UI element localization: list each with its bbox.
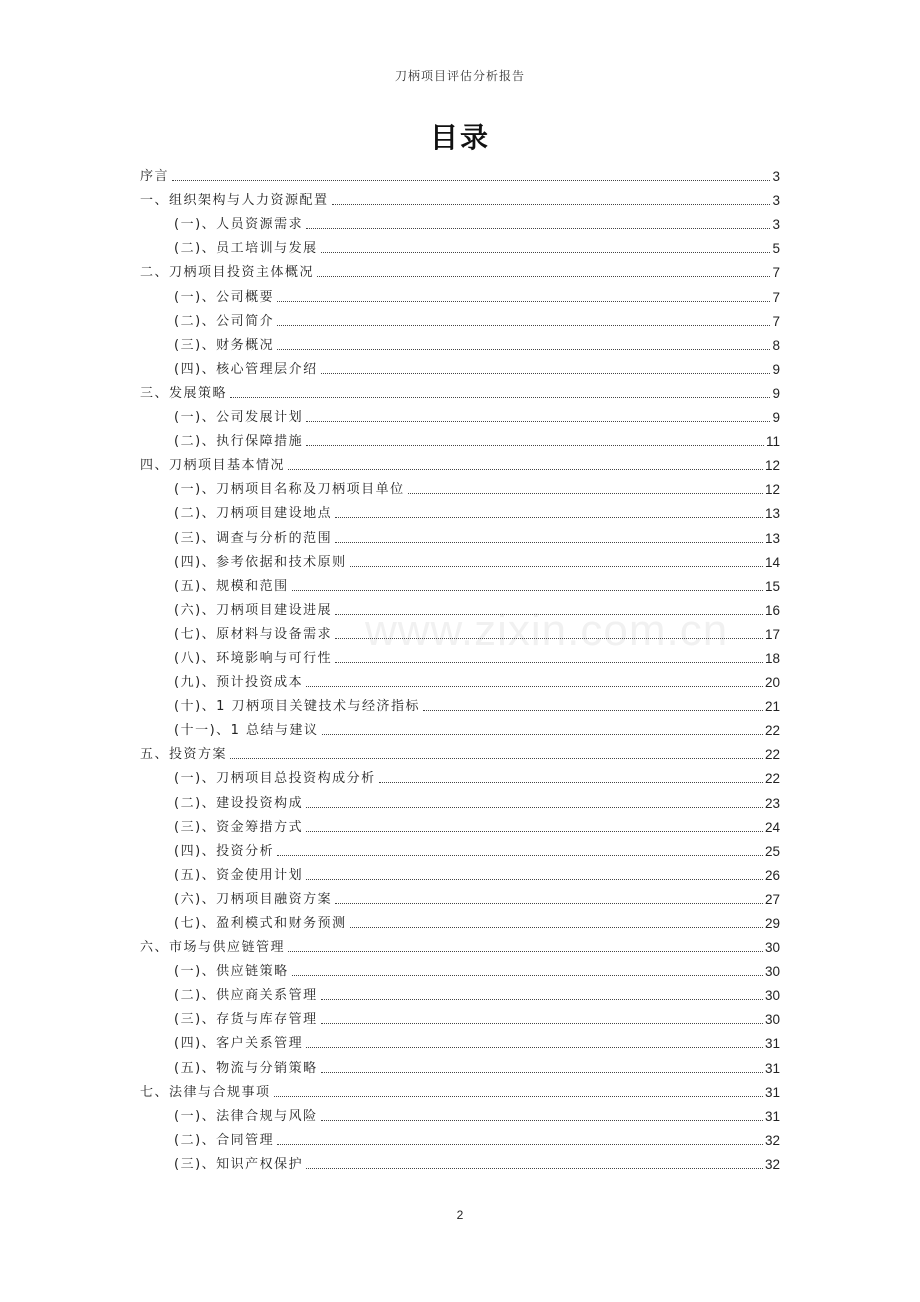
toc-entry[interactable] [140,763,780,787]
toc-entry-title: (七)、盈利模式和财务预测 [174,916,347,931]
dot-leader [306,831,763,832]
toc-entry-title: (一)、公司发展计划 [174,410,304,426]
toc-entry[interactable] [140,330,780,354]
toc-entry-title: (七)、原材料与设备需求 [174,626,333,642]
toc-entry[interactable] [140,450,780,474]
dot-leader [292,975,763,976]
toc-entry-title: (一)、刀柄项目名称及刀柄项目单位 [174,482,405,498]
toc-entry[interactable] [140,884,780,908]
toc-entry-title: (四)、参考依据和技术原则 [174,554,347,570]
toc-entry[interactable] [140,739,780,763]
toc-entry[interactable] [140,571,780,595]
toc-entry-title: (二)、供应商关系管理 [174,988,318,1004]
toc-entry-page: 13 [764,530,780,546]
toc-title: 目录 [429,121,490,154]
dot-leader [292,590,763,591]
toc-entry[interactable] [140,715,780,739]
toc-entry[interactable] [140,1004,780,1028]
page-number: 2 [456,1208,464,1222]
dot-leader [230,758,763,759]
toc-entry-page: 30 [764,964,780,980]
toc-entry[interactable] [140,306,780,330]
toc-entry[interactable] [140,161,780,185]
toc-entry-title: 六、市场与供应链管理 [140,940,286,956]
toc-entry-page: 13 [764,506,780,522]
dot-leader [408,493,763,494]
toc-entry-title: (十一)、1 总结与建议 [174,723,319,739]
toc-entry[interactable] [140,1077,780,1101]
toc-entry-page: 9 [772,361,780,377]
dot-leader [321,252,771,253]
toc-entry-page: 30 [764,940,780,956]
toc-entry-page: 30 [764,988,780,1004]
toc-entry-title: (九)、预计投资成本 [174,675,304,691]
toc-entry-title: (一)、公司概要 [174,289,275,305]
toc-entry-page: 23 [764,795,780,811]
toc-entry-page: 22 [764,771,780,787]
toc-entry[interactable] [140,1028,780,1052]
toc-entry-title: (五)、规模和范围 [174,578,289,594]
toc-entry-page: 25 [764,843,780,859]
toc-entry-page: 14 [764,554,780,570]
toc-entry-page: 30 [764,1012,780,1028]
dot-leader [172,180,770,181]
toc-entry-title: (六)、刀柄项目建设进展 [174,602,333,618]
dot-leader [230,397,770,398]
dot-leader [321,1120,763,1121]
toc-entry-title: (八)、环境影响与可行性 [174,650,333,666]
dot-leader [306,807,763,808]
toc-entry-page: 16 [764,602,780,618]
table-of-contents [140,161,780,1173]
dot-leader [335,542,763,543]
toc-entry-page: 32 [764,1132,780,1148]
toc-entry-page: 12 [764,458,780,474]
toc-entry-page: 31 [764,1108,780,1124]
dot-leader [335,638,763,639]
toc-entry-page: 7 [772,265,780,281]
dot-leader [306,421,770,422]
toc-entry-title: (二)、合同管理 [174,1132,275,1148]
dot-leader [306,445,764,446]
toc-entry-title: 二、刀柄项目投资主体概况 [140,265,315,281]
dot-leader [306,879,763,880]
toc-entry-title: (二)、员工培训与发展 [174,241,318,257]
toc-entry-page: 31 [764,1060,780,1076]
toc-entry-page: 27 [764,891,780,907]
toc-entry[interactable] [140,667,780,691]
toc-entry[interactable] [140,185,780,209]
toc-entry-title: (五)、资金使用计划 [174,867,304,883]
toc-entry-page: 11 [765,434,780,450]
watermark: www.zixin.com.cn [365,606,729,655]
toc-entry-title: (四)、核心管理层介绍 [174,361,318,377]
toc-entry[interactable] [140,233,780,257]
toc-entry[interactable] [140,595,780,619]
toc-entry-page: 29 [764,916,780,931]
toc-entry[interactable] [140,257,780,281]
toc-entry-title: 五、投资方案 [140,747,228,763]
toc-entry-title: (四)、投资分析 [174,843,275,859]
dot-leader [277,855,763,856]
toc-entry-page: 22 [764,747,780,763]
dot-leader [335,662,763,663]
dot-leader [277,1144,763,1145]
toc-entry[interactable] [140,1149,780,1173]
dot-leader [306,228,770,229]
toc-entry[interactable] [140,691,780,715]
dot-leader [306,686,763,687]
toc-entry-page: 3 [772,169,780,185]
toc-entry[interactable] [140,860,780,884]
toc-entry-title: (三)、调查与分析的范围 [174,530,333,546]
toc-entry[interactable] [140,498,780,522]
dot-leader [423,710,763,711]
dot-leader [332,204,771,205]
toc-entry-page: 22 [764,723,780,739]
toc-entry-title: (四)、客户关系管理 [174,1036,304,1052]
toc-entry-page: 7 [772,313,780,329]
toc-entry-title: (一)、供应链策略 [174,964,289,980]
toc-entry[interactable] [140,209,780,233]
dot-leader [335,903,763,904]
toc-entry-title: 七、法律与合规事项 [140,1084,271,1100]
toc-entry-title: (一)、人员资源需求 [174,217,304,233]
dot-leader [321,1023,763,1024]
toc-entry-page: 12 [764,482,780,498]
toc-entry-page: 32 [764,1156,780,1172]
dot-leader [321,373,771,374]
toc-entry[interactable] [140,908,780,932]
dot-leader [350,566,763,567]
dot-leader [306,1168,763,1169]
dot-leader [322,734,763,735]
toc-entry-page: 5 [772,241,780,257]
toc-entry-page: 20 [764,675,780,691]
toc-entry[interactable] [140,787,780,811]
toc-entry[interactable] [140,522,780,546]
toc-entry-page: 31 [764,1084,780,1100]
toc-entry-title: (三)、财务概况 [174,337,275,353]
toc-entry[interactable] [140,378,780,402]
dot-leader [321,1072,763,1073]
toc-entry-page: 15 [764,578,780,594]
dot-leader [321,999,763,1000]
toc-entry-title: 序言 [140,169,170,185]
toc-entry-title: (二)、刀柄项目建设地点 [174,506,333,522]
toc-entry-title: (一)、刀柄项目总投资构成分析 [174,771,376,787]
toc-entry[interactable] [140,980,780,1004]
dot-leader [277,349,770,350]
dot-leader [277,301,770,302]
toc-entry[interactable] [140,1052,780,1076]
toc-entry[interactable] [140,932,780,956]
toc-entry-page: 7 [772,289,780,305]
toc-entry-page: 17 [764,626,780,642]
dot-leader [288,469,763,470]
dot-leader [306,1047,763,1048]
toc-entry[interactable] [140,474,780,498]
dot-leader [288,951,763,952]
toc-entry-page: 9 [772,385,780,401]
toc-entry-page: 24 [764,819,780,835]
toc-entry[interactable] [140,426,780,450]
dot-leader [317,276,770,277]
toc-entry[interactable] [140,812,780,836]
toc-entry-page: 9 [772,410,780,426]
dot-leader [335,517,763,518]
toc-entry[interactable] [140,956,780,980]
toc-entry[interactable] [140,547,780,571]
toc-entry-title: (六)、刀柄项目融资方案 [174,891,333,907]
toc-entry-title: (十)、1 刀柄项目关键技术与经济指标 [174,699,421,715]
dot-leader [274,1096,763,1097]
toc-entry[interactable] [140,402,780,426]
toc-entry-page: 26 [764,867,780,883]
toc-entry[interactable] [140,281,780,305]
toc-entry-page: 31 [764,1036,780,1052]
dot-leader [350,927,763,928]
toc-entry-page: 8 [772,337,780,353]
toc-entry-title: (二)、公司简介 [174,313,275,329]
page-header: 刀柄项目评估分析报告 [394,69,525,83]
toc-entry-title: 一、组织架构与人力资源配置 [140,193,329,209]
toc-entry-title: (二)、执行保障措施 [174,434,304,450]
toc-entry[interactable] [140,1125,780,1149]
toc-entry[interactable] [140,619,780,643]
dot-leader [335,614,763,615]
toc-entry-title: (一)、法律合规与风险 [174,1108,318,1124]
dot-leader [277,325,770,326]
toc-entry-title: (二)、建设投资构成 [174,795,304,811]
toc-entry-title: (五)、物流与分销策略 [174,1060,318,1076]
toc-entry-page: 3 [772,217,780,233]
toc-entry-title: 三、发展策略 [140,385,228,401]
toc-entry-title: (三)、存货与库存管理 [174,1012,318,1028]
toc-entry[interactable] [140,1101,780,1125]
toc-entry[interactable] [140,354,780,378]
toc-entry-page: 18 [764,650,780,666]
toc-entry-title: 四、刀柄项目基本情况 [140,458,286,474]
toc-entry-title: (三)、资金筹措方式 [174,819,304,835]
toc-entry-page: 21 [764,699,780,715]
toc-entry[interactable] [140,836,780,860]
toc-entry[interactable] [140,643,780,667]
dot-leader [379,782,763,783]
toc-entry-page: 3 [772,193,780,209]
toc-entry-title: (三)、知识产权保护 [174,1156,304,1172]
